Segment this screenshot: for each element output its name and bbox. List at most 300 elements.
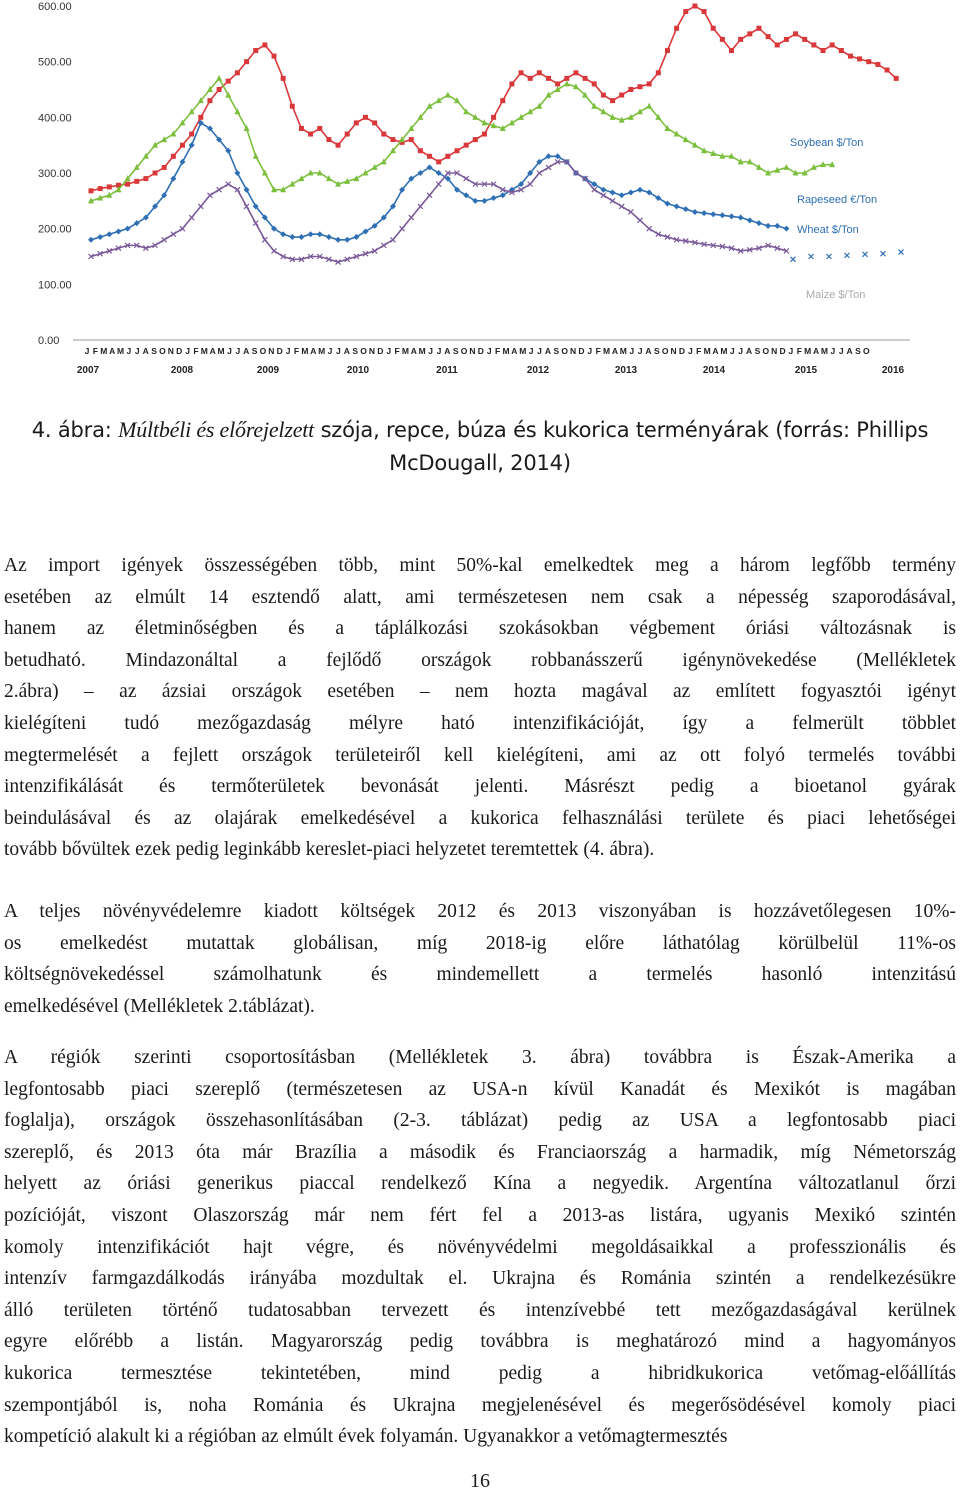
month-tick: J [386, 346, 392, 356]
data-point [445, 92, 451, 98]
data-point [647, 226, 652, 231]
data-point [253, 221, 258, 226]
legend-label: Rapeseed €/Ton [797, 194, 878, 206]
month-tick: J [227, 346, 232, 356]
month-tick: J [838, 346, 844, 356]
data-point [171, 232, 176, 237]
text-line: os emelkedést mutattak globálisan, míg 2018-ig előre láthatólag körülbelül 11%-os [4, 932, 956, 954]
data-point [455, 148, 460, 153]
month-tick: M [519, 346, 527, 356]
year-tick: 2013 [614, 365, 638, 376]
series-line [91, 162, 786, 262]
data-point [317, 231, 323, 237]
data-point [821, 48, 826, 53]
data-point [162, 165, 167, 170]
data-point [793, 31, 798, 36]
month-tick: J [687, 346, 693, 356]
data-point [592, 187, 597, 192]
data-point [390, 137, 395, 142]
data-point [335, 237, 341, 243]
data-point [344, 237, 350, 243]
text-line: foglalja), országok összehasonlításában (2-3. táblázat) pedig az USA a legfontosabb piaci [4, 1110, 956, 1132]
month-tick: O [159, 346, 166, 356]
month-tick: F [696, 346, 702, 356]
data-point [381, 243, 386, 248]
data-point [180, 143, 185, 148]
data-point [875, 62, 880, 67]
data-point [234, 170, 240, 176]
data-point [637, 187, 643, 193]
year-tick: 2008 [170, 365, 194, 376]
data-point [134, 179, 139, 184]
data-point [899, 250, 904, 255]
series-line [91, 78, 832, 200]
month-tick: D [678, 346, 686, 356]
data-point [445, 154, 450, 159]
month-tick: O [259, 346, 267, 356]
data-point [683, 9, 688, 14]
data-point [519, 70, 524, 75]
data-point [253, 48, 258, 53]
month-tick: D [377, 346, 384, 356]
data-point [839, 48, 844, 53]
text-line: A régiók szerinti csoportosításban (Mellékletek 3. ábra) továbbra is Észak-Amerika a [4, 1047, 956, 1068]
data-point [143, 176, 148, 181]
data-point [272, 54, 277, 59]
data-point [409, 137, 414, 142]
data-point [628, 209, 633, 214]
month-tick: J [729, 346, 735, 356]
data-point [308, 231, 314, 237]
data-point [802, 37, 807, 42]
month-tick: D [779, 346, 786, 356]
data-point [207, 193, 212, 198]
data-point [619, 93, 624, 98]
text-line: betudható. Mindazonáltal a fejlődő országok robbanásszerű igénynövekedése (Mellékletek [4, 649, 956, 671]
data-point [464, 176, 469, 181]
data-point [189, 215, 194, 220]
data-point [857, 56, 862, 61]
caption-italic: Múltbéli és előrejelzett [118, 417, 315, 442]
data-point [97, 234, 103, 240]
data-point [189, 132, 194, 137]
data-point [656, 70, 661, 75]
text-line: szereplő, és 2013 óta már Brazília a második és Franciaország a harmadik, míg Németország [4, 1141, 956, 1163]
data-point [592, 81, 597, 86]
data-point [180, 226, 185, 231]
paragraph-import-demand [4, 550, 956, 866]
data-point [583, 76, 588, 81]
month-tick: J [637, 346, 643, 356]
data-point [894, 76, 899, 81]
y-tick-label: 600.00 [38, 1, 72, 13]
data-point [738, 215, 744, 221]
data-point [500, 98, 505, 103]
data-point [720, 37, 725, 42]
month-tick: D [477, 346, 484, 356]
data-point [766, 34, 771, 39]
data-point [638, 84, 643, 89]
data-point [783, 164, 789, 170]
data-point [848, 54, 853, 59]
data-point [573, 70, 578, 75]
data-point [845, 253, 850, 258]
month-tick: F [92, 346, 98, 356]
month-tick: J [587, 346, 593, 356]
month-tick: M [418, 346, 426, 356]
data-point [719, 212, 725, 218]
data-point [345, 132, 350, 137]
paragraph-crop-protection-costs [4, 896, 956, 1022]
month-tick: F [495, 346, 501, 356]
month-tick: M [200, 346, 208, 356]
text-line: kompetíció alakult ki a régióban az elmúlt évek folyamán. Ugyanakkor a vetőmagtermesztés [4, 1426, 728, 1448]
text-line: kukorica termesztése tekintetében, mind pedig a hibridkukorica vetőmag-előállítás [4, 1362, 956, 1384]
data-point [372, 120, 377, 125]
month-tick: N [268, 346, 275, 356]
month-tick: J [336, 346, 341, 356]
data-point [537, 70, 542, 75]
month-tick: N [771, 346, 778, 356]
year-tick: 2007 [76, 365, 100, 376]
month-tick: A [343, 346, 350, 356]
month-tick: J [185, 346, 190, 356]
data-point [216, 75, 222, 81]
legend-label: Maize $/Ton [806, 289, 866, 301]
month-tick: A [109, 346, 116, 356]
data-point [827, 254, 832, 259]
text-line: költségnövekedéssel számolhatunk és mindemellett a termelés hasonló intenzitású [4, 964, 956, 986]
month-tick: A [142, 346, 149, 356]
data-point [729, 48, 734, 53]
data-point [289, 234, 295, 240]
caption-rest: szója, repce, búza és kukorica terményárak (forrás: Phillips [314, 418, 929, 442]
month-tick: J [84, 346, 90, 356]
data-point [610, 198, 615, 203]
data-point [107, 184, 112, 189]
month-tick: J [788, 346, 794, 356]
year-tick: 2010 [346, 365, 370, 376]
data-point [711, 26, 716, 31]
month-tick: A [846, 346, 853, 356]
data-point [830, 42, 835, 47]
text-line: hanem az életminőségben és a táplálkozási szokásokban végbement óriási változásnak is [4, 618, 956, 640]
month-tick: J [428, 346, 433, 356]
data-point [729, 213, 735, 219]
data-point [619, 192, 625, 198]
year-tick: 2014 [702, 365, 726, 376]
month-tick: A [310, 346, 317, 356]
month-tick: O [561, 346, 568, 356]
data-point [775, 42, 780, 47]
data-point [98, 186, 103, 191]
month-tick: O [863, 346, 870, 356]
data-point [509, 81, 514, 86]
month-tick: A [812, 346, 820, 356]
data-point [628, 189, 634, 195]
text-line: megtermelését a fejlett országok területeiről kell kielégíteni, ami az ott folyó termelés további [4, 744, 956, 766]
data-point [628, 87, 633, 92]
legend-label: Soybean $/Ton [790, 137, 864, 149]
data-point [180, 159, 186, 165]
data-point [646, 103, 652, 109]
data-point [674, 26, 679, 31]
data-point [491, 115, 496, 120]
month-tick: O [762, 346, 770, 356]
month-tick: J [537, 346, 542, 356]
data-point [427, 154, 432, 159]
month-tick: S [654, 346, 660, 356]
page-number: 16 [470, 1470, 490, 1492]
data-point [244, 204, 249, 209]
data-point [811, 42, 816, 47]
text-line: beindulásával és az olajárak emelkedésével a kukorica felhasználási területe és piaci lehetőségei [4, 807, 956, 829]
month-tick: J [830, 346, 836, 356]
data-point [692, 209, 698, 215]
y-tick-label: 200.00 [38, 223, 72, 236]
month-tick: M [301, 346, 309, 356]
text-line: Az import igények összességében több, mint 50%-kal emelkedtek meg a három legfőbb termény [4, 555, 956, 576]
month-tick: J [285, 346, 291, 356]
data-point [198, 115, 203, 120]
y-tick-label: 0.00 [38, 335, 60, 347]
month-tick: S [151, 346, 157, 356]
data-point [791, 257, 796, 262]
text-line: egyre előrébb a listán. Magyarország pedig továbbra is meghatározó mind a hagyományos [4, 1331, 956, 1353]
data-point [244, 187, 250, 193]
month-tick: F [193, 346, 199, 356]
data-point [153, 171, 158, 176]
month-tick: N [368, 346, 375, 356]
month-tick: J [738, 346, 744, 356]
data-point [235, 187, 240, 192]
data-point [390, 237, 395, 242]
data-point [555, 81, 560, 86]
text-line: emelkedésével (Mellékletek 2.táblázat). [4, 995, 315, 1017]
text-line: helyett az óriási generikus piaccal rendelkező Kína a negyedik. Argentína változatlanul őrzi [4, 1173, 956, 1195]
data-point [601, 93, 606, 98]
data-point [491, 195, 497, 201]
data-point [701, 210, 707, 216]
month-tick: J [528, 346, 534, 356]
data-point [647, 81, 652, 86]
month-tick: A [712, 346, 719, 356]
y-tick-label: 300.00 [38, 168, 72, 180]
data-point [290, 104, 295, 109]
month-tick: M [720, 346, 728, 356]
data-point [198, 204, 203, 209]
month-tick: S [553, 346, 560, 356]
data-point [226, 182, 231, 187]
data-point [683, 206, 689, 212]
data-point [89, 188, 94, 193]
data-point [601, 193, 606, 198]
data-point [881, 251, 886, 256]
data-point [756, 26, 761, 31]
month-tick: M [100, 346, 108, 356]
data-point [400, 226, 405, 231]
data-point [674, 203, 680, 209]
text-line: legfontosabb piaci szereplő (természetesen az USA-n kívül Kanadát és Mexikót is magában [4, 1078, 956, 1100]
month-tick: A [645, 346, 652, 356]
month-tick: O [460, 346, 468, 356]
caption-line2: McDougall, 2014) [389, 451, 571, 475]
month-tick: N [469, 346, 476, 356]
month-tick: A [444, 346, 451, 356]
year-tick: 2015 [794, 365, 818, 376]
month-tick: D [276, 346, 283, 356]
month-tick: N [167, 346, 174, 356]
data-point [528, 76, 533, 81]
data-point [354, 120, 359, 125]
month-tick: J [436, 346, 442, 356]
month-tick: O [661, 346, 669, 356]
month-tick: O [360, 346, 367, 356]
data-point [747, 31, 752, 36]
month-tick: A [511, 346, 518, 356]
data-point [436, 159, 441, 164]
data-point [702, 9, 707, 14]
data-point [546, 165, 551, 170]
data-point [235, 70, 240, 75]
data-point [738, 37, 743, 42]
month-tick: F [796, 346, 802, 356]
month-tick: J [327, 346, 333, 356]
data-point [381, 132, 386, 137]
data-point [610, 189, 616, 195]
y-tick-label: 400.00 [38, 112, 72, 125]
month-tick: A [745, 346, 753, 356]
data-point [162, 237, 167, 242]
data-point [189, 142, 195, 148]
data-point [207, 98, 212, 103]
data-point [774, 223, 780, 229]
month-tick: D [578, 346, 585, 356]
data-point [784, 37, 789, 42]
data-point [866, 59, 871, 64]
data-point [710, 211, 716, 217]
data-point [125, 182, 130, 187]
month-tick: J [126, 346, 132, 356]
data-point [427, 193, 432, 198]
data-point [281, 76, 286, 81]
data-point [619, 204, 624, 209]
data-point [171, 154, 176, 159]
data-point [464, 143, 469, 148]
legend-label: Wheat $/Ton [797, 224, 859, 236]
data-point [317, 126, 322, 131]
data-point [363, 115, 368, 120]
year-tick: 2011 [436, 365, 458, 376]
month-tick: N [569, 346, 577, 356]
month-tick: M [820, 346, 828, 356]
data-point [217, 87, 222, 92]
month-tick: M [804, 346, 812, 356]
text-line: intenzív farmgazdálkodás irányába mozdultak el. Ukrajna és Románia szintén a rendelkezésükre [4, 1268, 956, 1290]
month-tick: J [235, 346, 241, 356]
data-point [418, 148, 423, 153]
series-line [91, 123, 786, 240]
data-point [482, 132, 487, 137]
month-tick: M [603, 346, 611, 356]
month-tick: S [251, 346, 258, 356]
data-point [253, 153, 259, 159]
data-point [409, 215, 414, 220]
month-tick: S [754, 346, 761, 356]
text-line: álló területen történő tudatosabban tervezett és intenzívebbé tett mezőgazdaságával kerülnek [4, 1299, 956, 1321]
month-tick: F [595, 346, 601, 356]
month-tick: F [293, 346, 300, 356]
data-point [638, 218, 643, 223]
month-tick: M [116, 346, 125, 356]
data-point [537, 171, 542, 176]
data-point [88, 237, 94, 243]
paragraph-regional-grouping [4, 1042, 956, 1453]
figure-caption [4, 413, 956, 480]
data-point [863, 252, 868, 257]
month-tick: J [486, 346, 492, 356]
month-tick: F [394, 346, 400, 356]
data-point [564, 80, 570, 86]
data-point [756, 220, 762, 226]
year-tick: 2016 [881, 365, 905, 376]
data-point [692, 4, 697, 9]
data-point [610, 98, 615, 103]
data-point [106, 231, 112, 237]
month-tick: A [243, 346, 250, 356]
text-line: komoly intenzifikációt hajt végre, és növényvédelmi megoldásaikkal a professzionális és [4, 1236, 956, 1258]
data-point [528, 182, 533, 187]
month-tick: M [217, 346, 225, 356]
data-point [481, 198, 487, 204]
year-tick: 2009 [256, 365, 280, 376]
data-point [885, 68, 890, 73]
month-tick: S [452, 346, 459, 356]
text-line: 2.ábra) – az ázsiai országok esetében – nem hozta magával az említett fogyasztói igényt [4, 681, 956, 703]
data-point [418, 204, 423, 209]
y-tick-label: 500.00 [38, 56, 72, 69]
data-point [262, 237, 267, 242]
data-point [747, 217, 753, 223]
text-line: intenzifikálását és termőterületek bevonását jelenti. Másrészt pedig a bioetanol gyárak [4, 776, 956, 798]
data-point [765, 223, 771, 229]
data-point [326, 234, 332, 240]
data-point [298, 234, 304, 240]
month-tick: J [134, 346, 140, 356]
data-point [299, 126, 304, 131]
month-tick: M [619, 346, 627, 356]
text-line: esetében az elmúlt 14 esztendő alatt, ami természetesen nem csak a népesség szaporodásával, [4, 586, 956, 608]
data-point [436, 182, 441, 187]
month-tick: M [703, 346, 711, 356]
month-tick: M [502, 346, 510, 356]
month-tick: A [410, 346, 417, 356]
text-line: szempontjából is, noha Románia és Ukrajna megjelenésével és megerősödésével komoly piaci [4, 1394, 956, 1416]
data-point [473, 137, 478, 142]
y-tick-label: 100.00 [38, 279, 72, 292]
text-line: A teljes növényvédelemre kiadott költségek 2012 és 2013 viszonyában is hozzávetőlegesen 10%- [4, 901, 956, 922]
text-line: pozícióját, viszont Olaszország már nem fért fel a 2013-as listára, ugyanis Mexikó szintén [4, 1204, 956, 1226]
text-line: kielégíteni tudó mezőgazdaság mélyre ható intenzifikációját, így a felmerült többlet [4, 712, 956, 734]
data-point [665, 48, 670, 53]
data-point [564, 76, 569, 81]
data-point [115, 228, 121, 234]
text-line: tovább bővültek ezek pedig leginkább kereslet-piaci helyzetet teremtettek (4. ábra). [4, 839, 655, 861]
data-point [783, 226, 789, 232]
month-tick: M [401, 346, 409, 356]
month-tick: A [611, 346, 619, 356]
data-point [217, 187, 222, 192]
